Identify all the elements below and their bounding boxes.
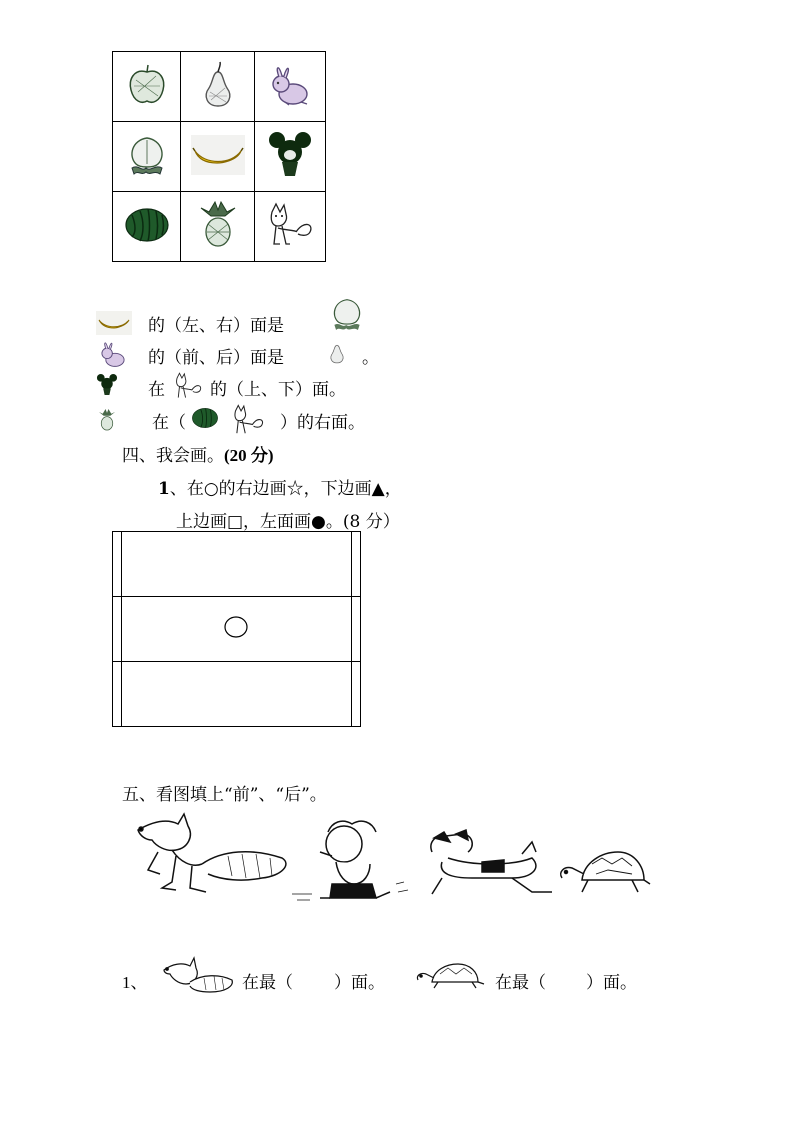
pineapple-icon: [195, 200, 241, 250]
turtle-icon: [412, 960, 486, 990]
section-5-q1-d: ）面。: [586, 973, 637, 993]
mickey-icon: [267, 130, 313, 180]
section-4-q1-text-2: 上边画□，左面画●。: [176, 512, 343, 532]
section-4-heading: [122, 441, 274, 466]
grid-cell-apple: [113, 52, 181, 122]
section-5-q1-a: 在最（: [242, 973, 293, 993]
q3-line-2-text: 的（前、后）面是: [148, 348, 284, 368]
turtle-icon: [561, 852, 650, 892]
rabbit-icon: [96, 339, 130, 369]
drawing-grid[interactable]: [112, 531, 361, 727]
section-4-title: 四、我会画。: [122, 446, 224, 466]
q3-line-3-a: 在: [148, 380, 165, 400]
rabbit-icon: [265, 62, 315, 108]
drawing-cell-bottom-left[interactable]: [113, 662, 122, 727]
drawing-cell-bottom-center[interactable]: [121, 662, 352, 727]
section-4-q1-score: (8 分）: [342, 512, 400, 532]
section-5-q1-number: 1、: [122, 973, 148, 992]
section-4-q1-text-1: 、在○的右边画☆，下边画▲，: [169, 479, 402, 499]
apple-icon: [124, 62, 170, 108]
rabbit-icon: [320, 821, 408, 898]
grid-cell-mickey: [254, 122, 325, 192]
fox-icon: [264, 202, 316, 248]
section-5-q1: [122, 956, 682, 996]
grid-cell-pear: [181, 52, 255, 122]
drawing-cell-top-left[interactable]: [113, 532, 122, 597]
pear-icon: [324, 339, 350, 365]
fox-icon: [170, 372, 206, 400]
grid-cell-peach: [113, 122, 181, 192]
q3-line-4-a: 在（: [152, 413, 186, 433]
drawing-cell-bottom-right[interactable]: [352, 662, 361, 727]
fox-icon: [160, 956, 236, 996]
banana-icon: [191, 135, 245, 175]
watermelon-icon: [122, 205, 172, 245]
q3-line-3-b: 的（上、下）面。: [210, 380, 346, 400]
peach-icon: [122, 130, 172, 180]
pineapple-icon: [96, 404, 118, 436]
section-5-q1-b: ）面。: [334, 973, 385, 993]
grid-cell-rabbit: [254, 52, 325, 122]
section-5-title: 五、看图填上“前”、“后”。: [122, 785, 327, 805]
picture-grid: [112, 51, 326, 262]
q3-line-1-text: 的（左、右）面是: [148, 316, 284, 336]
animals-race-illustration: [132, 812, 652, 912]
mickey-icon: [96, 372, 118, 398]
grid-cell-pineapple: [181, 192, 255, 262]
grid-cell-banana: [181, 122, 255, 192]
section-4-q1-number: 1: [158, 479, 170, 499]
section-4-q1-line2: [176, 507, 400, 532]
fox-icon: [138, 814, 312, 900]
drawing-cell-middle-right[interactable]: [352, 597, 361, 662]
q3-line-2-end: 。: [362, 348, 379, 368]
section-4-score: (20 分): [224, 446, 274, 465]
q3-line-4-b: ）的右面。: [280, 413, 365, 433]
banana-icon: [96, 311, 132, 335]
section-4-q1-line1: [158, 474, 402, 499]
pear-icon: [195, 60, 241, 110]
watermelon-icon: [190, 406, 220, 430]
grid-cell-fox: [254, 192, 325, 262]
peach-icon: [326, 293, 368, 335]
grid-cell-watermelon: [113, 192, 181, 262]
circle-icon: [223, 615, 249, 639]
fox-icon: [228, 404, 268, 436]
drawing-cell-center[interactable]: [121, 597, 352, 662]
drawing-cell-middle-left[interactable]: [113, 597, 122, 662]
drawing-cell-top-center[interactable]: [121, 532, 352, 597]
drawing-cell-top-right[interactable]: [352, 532, 361, 597]
dog-icon: [431, 830, 552, 894]
section-5-q1-c: 在最（: [495, 973, 546, 993]
